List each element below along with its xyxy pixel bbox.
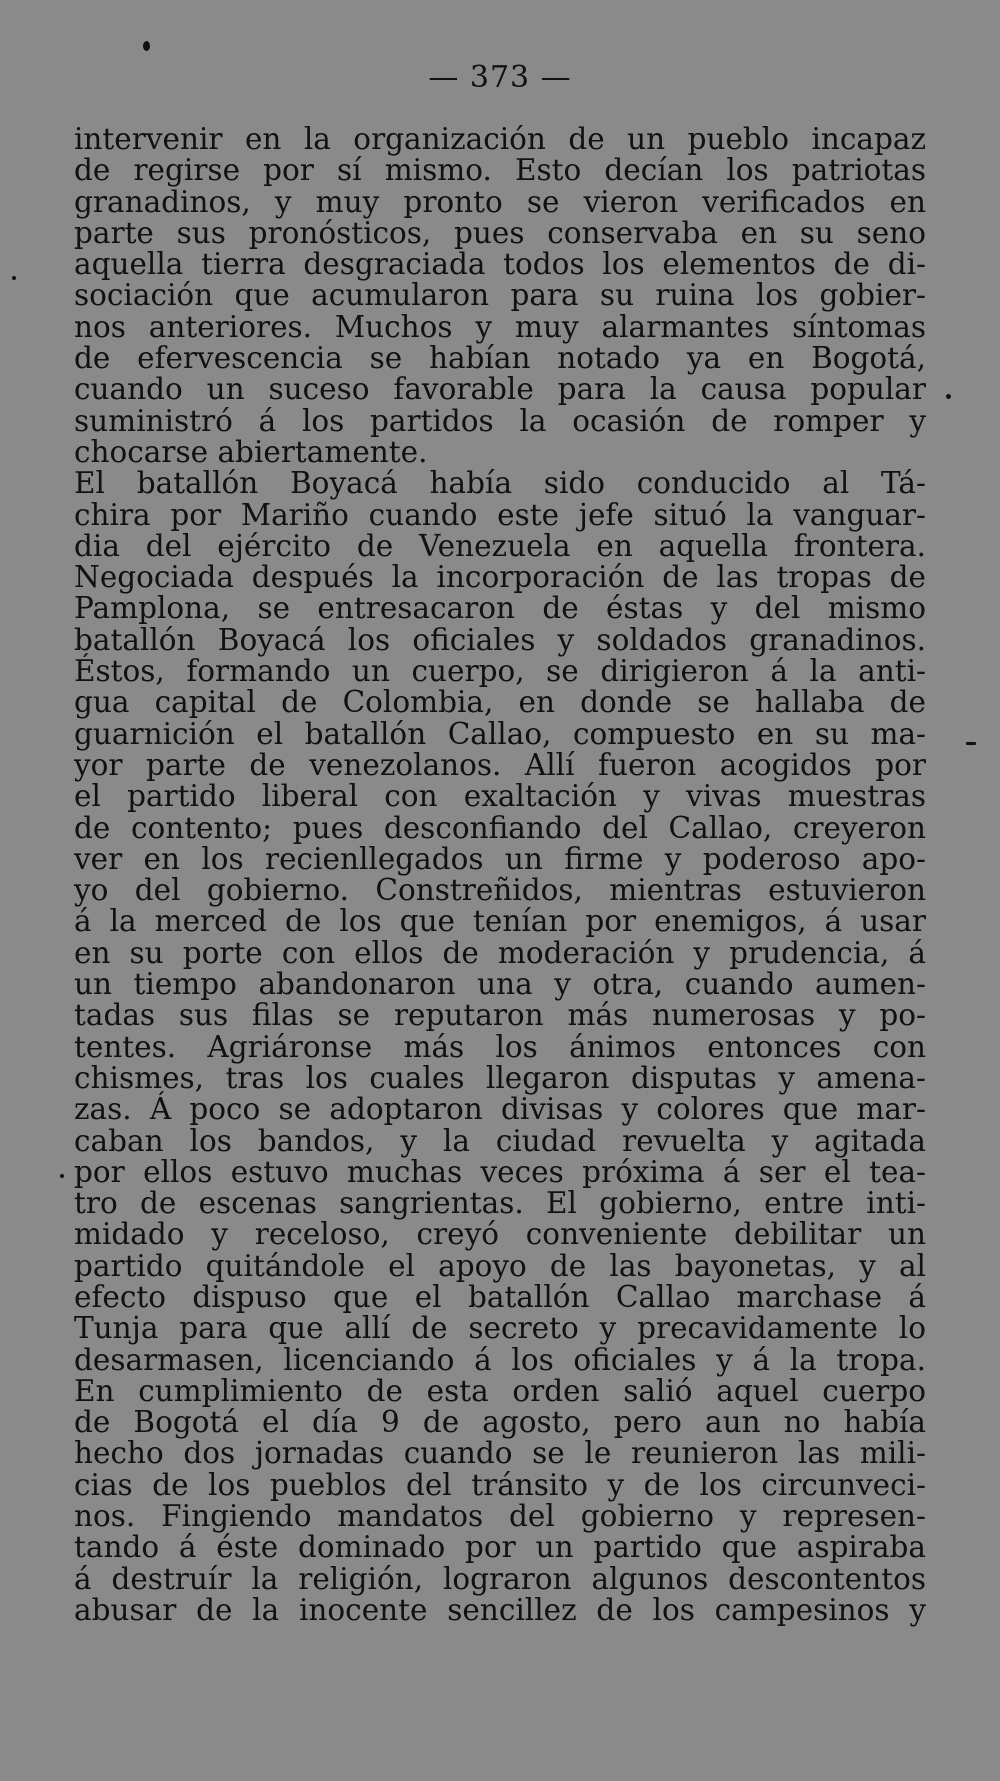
text-line: tentes. Agriáronse más los ánimos entonces con (74, 1029, 926, 1064)
text-line: de Bogotá el día 9 de agosto, pero aun no había (74, 1405, 926, 1440)
text-line: Tunja para que allí de secreto y precavidamente lo (74, 1311, 926, 1346)
text-line: suministró á los partidos la ocasión de romper y (74, 403, 926, 438)
text-line: nos. Fingiendo mandatos del gobierno y represen- (74, 1499, 926, 1534)
text-line: ver en los recienllegados un firme y poderoso apo- (74, 841, 926, 876)
text-line: intervenir en la organización de un pueblo incapaz (74, 122, 926, 156)
text-line: zas. Á poco se adoptaron divisas y colores que mar- (74, 1092, 926, 1127)
text-line: en su porte con ellos de moderación y prudencia, á (74, 935, 926, 970)
text-line: aquella tierra desgraciada todos los elementos de di- (74, 247, 926, 282)
ink-speck (143, 41, 150, 51)
text-line: á destruír la religión, lograron algunos descontentos (74, 1561, 926, 1596)
text-line: guarnición el batallón Callao, compuesto en su ma- (74, 716, 926, 751)
text-line: batallón Boyacá los oficiales y soldados granadinos. (74, 622, 926, 657)
text-line: Éstos, formando un cuerpo, se dirigieron á la anti- (74, 654, 926, 689)
text-line: hecho dos jornadas cuando se le reunieron las mili- (74, 1436, 926, 1471)
text-line: En cumplimiento de esta orden salió aquel cuerpo (74, 1373, 926, 1408)
page-number: — 373 — (428, 60, 572, 95)
text-line: de efervescencia se habían notado ya en Bogotá, (74, 341, 926, 376)
ink-speck (966, 742, 976, 745)
text-line: sociación que acumularon para su ruina los gobier- (74, 278, 926, 313)
text-line: un tiempo abandonaron una y otra, cuando aumen- (74, 967, 926, 1002)
ink-speck (946, 394, 951, 399)
text-line: cuando un suceso favorable para la causa popular (74, 372, 926, 407)
text-line: abusar de la inocente sencillez de los campesinos y (74, 1592, 926, 1627)
text-line: yor parte de venezolanos. Allí fueron acogidos por (74, 747, 926, 782)
text-line: parte sus pronósticos, pues conservaba en su seno (74, 215, 926, 250)
text-line: El batallón Boyacá había sido conducido al Tá- (74, 466, 926, 501)
text-line: tro de escenas sangrientas. El gobierno, entre inti- (74, 1186, 926, 1221)
text-line: tadas sus filas se reputaron más numerosas y po- (74, 998, 926, 1033)
ink-speck (60, 1174, 64, 1178)
body-text (74, 124, 926, 1626)
text-line: caban los bandos, y la ciudad revuelta y agitada (74, 1123, 926, 1158)
text-line: de regirse por sí mismo. Esto decían los patriotas (74, 153, 926, 188)
text-line: gua capital de Colombia, en donde se hallaba de (74, 685, 926, 720)
text-line: el partido liberal con exaltación y vivas muestras (74, 779, 926, 814)
text-line: Pamplona, se entresacaron de éstas y del mismo (74, 591, 926, 626)
text-line: midado y receloso, creyó conveniente debilitar un (74, 1217, 926, 1252)
text-line: por ellos estuvo muchas veces próxima á ser el tea- (74, 1154, 926, 1189)
text-line: efecto dispuso que el batallón Callao marchase á (74, 1279, 926, 1314)
text-line: Negociada después la incorporación de las tropas de (74, 560, 926, 595)
text-line: chismes, tras los cuales llegaron disputas y amena- (74, 1060, 926, 1095)
text-line: chira por Mariño cuando este jefe situó la vanguar- (74, 497, 926, 532)
text-line: nos anteriores. Muchos y muy alarmantes síntomas (74, 309, 926, 344)
text-line: tando á éste dominado por un partido que aspiraba (74, 1530, 926, 1565)
text-line: de contento; pues desconfiando del Callao, creyeron (74, 810, 926, 845)
text-line: yo del gobierno. Constreñidos, mientras estuvieron (74, 873, 926, 908)
text-line: chocarse abiertamente. (74, 434, 428, 469)
ink-speck (12, 276, 16, 280)
text-line: cias de los pueblos del tránsito y de los circunveci- (74, 1467, 926, 1502)
text-line: partido quitándole el apoyo de las bayonetas, y al (74, 1248, 926, 1283)
text-line: granadinos, y muy pronto se vieron verificados en (74, 184, 926, 219)
text-line: desarmasen, licenciando á los oficiales y á la tropa. (74, 1342, 926, 1377)
text-line: dia del ejército de Venezuela en aquella frontera. (74, 528, 926, 563)
text-line: á la merced de los que tenían por enemigos, á usar (74, 904, 926, 939)
